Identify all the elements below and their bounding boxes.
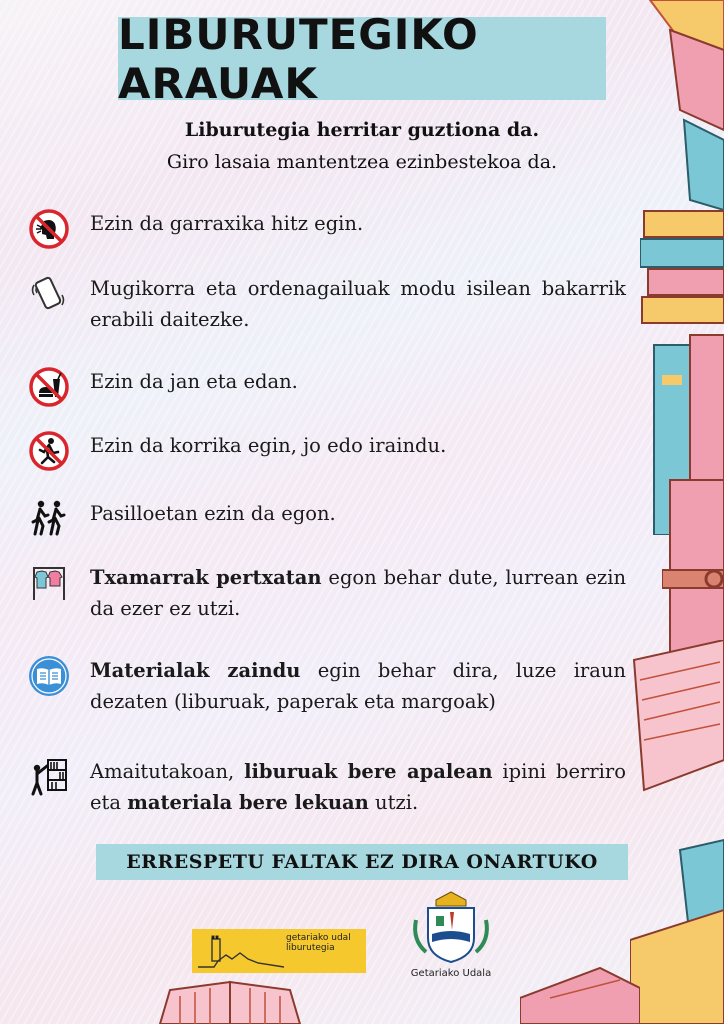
library-logo: [192, 929, 366, 973]
rule-text: [90, 498, 626, 529]
pink-book-decoration-bottom: [520, 958, 640, 1024]
rule-text: [90, 430, 626, 461]
rule-item: [0, 562, 626, 624]
no-running-icon: [28, 430, 70, 472]
rule-item: [0, 366, 626, 408]
intro-line-2: Giro lasaia mantentzea ezinbestekoa da.: [166, 151, 558, 173]
rule-text-part: egon behar dute, lurrean ezin da ezer ez utzi.: [90, 566, 626, 621]
rule-text-bold: liburuak bere apalean: [244, 760, 493, 783]
open-book-decoration-bottom: [150, 976, 310, 1024]
rule-text: [90, 208, 626, 239]
rule-item: [0, 756, 626, 818]
rule-text-part: Pasilloetan ezin da egon.: [90, 502, 336, 525]
rule-text-part: egin behar dira, luze iraun dezaten (liburuak, paperak eta margoak): [90, 659, 626, 714]
coat-rack-icon: [28, 562, 70, 604]
rule-text: [90, 562, 626, 624]
bookshelf-person-icon: [28, 756, 70, 798]
open-book-decoration-right: [630, 640, 724, 1024]
books-decoration-top-right: [640, 0, 724, 210]
library-logo-text: getariako udal liburutegia: [286, 933, 351, 953]
rule-text-bold: Materialak zaindu: [90, 659, 301, 682]
rule-text-part: ipini berriro eta: [90, 760, 626, 815]
rule-text-part: Ezin da korrika egin, jo edo iraindu.: [90, 434, 447, 457]
rule-text: [90, 366, 626, 397]
castle-silhouette-icon: [198, 933, 284, 969]
silent-phone-icon: [28, 273, 70, 315]
town-council-name: Getariako Udala: [410, 968, 492, 979]
rule-item: [0, 273, 626, 335]
rule-item: [0, 208, 626, 250]
rule-text: [90, 273, 626, 335]
rule-text-part: Ezin da garraxika hitz egin.: [90, 212, 364, 235]
rule-item: [0, 498, 626, 540]
rule-text: [90, 655, 626, 717]
rule-text-part: Amaitutakoan,: [90, 760, 245, 783]
intro-line-1: Liburutegia herritar guztiona da.: [184, 119, 540, 141]
open-book-icon: [28, 655, 70, 697]
no-food-icon: [28, 366, 70, 408]
rule-text-part: Ezin da jan eta edan.: [90, 370, 298, 393]
page-title: LIBURUTEGIKO ARAUAK: [118, 9, 479, 108]
rule-text-bold: materiala bere lekuan: [127, 791, 369, 815]
rule-text-part: Mugikorra eta ordenagailuak modu isilean bakarrik erabili daitezke.: [90, 277, 626, 332]
warning-banner: ERRESPETU FALTAK EZ DIRA ONARTUKO: [96, 844, 628, 880]
walking-people-icon: [28, 498, 70, 540]
rule-text-part: utzi.: [368, 791, 419, 815]
rule-text-bold: Txamarrak pertxatan: [90, 566, 322, 589]
rule-item: [0, 430, 626, 472]
title-box: [118, 9, 606, 108]
no-shouting-icon: [28, 208, 70, 250]
rule-text: [90, 756, 626, 818]
rule-item: [0, 655, 626, 717]
